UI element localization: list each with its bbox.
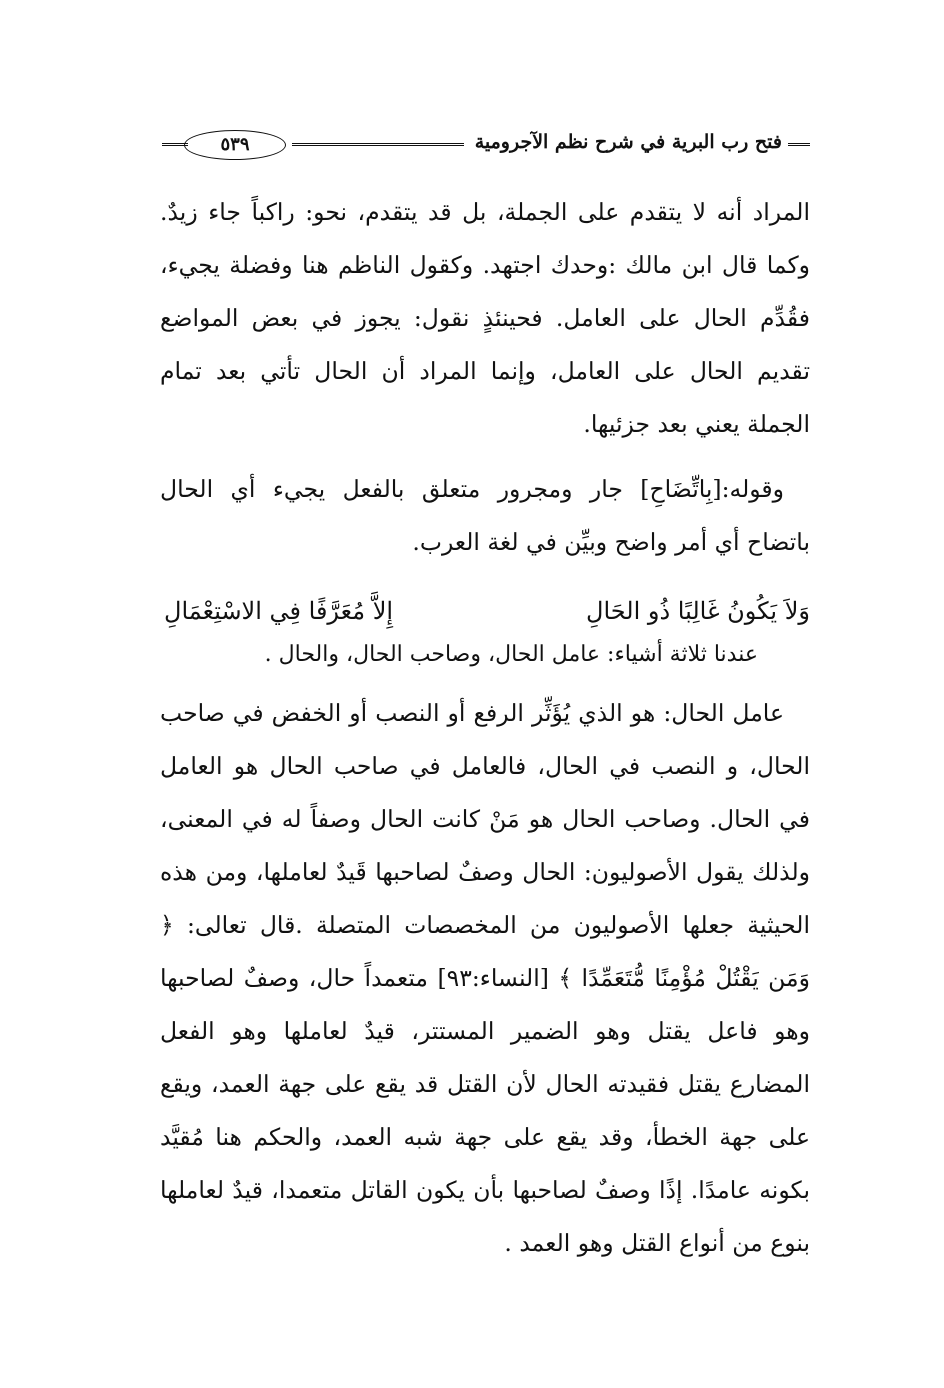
header-rule-middle — [292, 143, 464, 146]
verse-second-hemistich: إِلاَّ مُعَرَّفًا فِي الاسْتِعْمَالِ — [164, 597, 394, 625]
verse-first-hemistich: وَلاَ يَكُونُ غَالِبًا ذُو الحَالِ — [586, 597, 810, 625]
verse-explanation-line: عندنا ثلاثة أشياء: عامل الحال، وصاحب الحال، والحال . — [264, 642, 758, 667]
book-title: فتح رب البرية في شرح نظم الآجرومية — [474, 131, 782, 153]
header-rule-left — [162, 143, 188, 146]
paragraph-1: المراد أنه لا يتقدم على الجملة، بل قد يتقدم، نحو: راكباً جاء زيدٌ. وكما قال ابن مالك :وحدك اجتهد. وكقول الناظم هنا وفضلة يجيء، فقُدِّم الحال على العامل. فحينئذٍ نقول: يجوز في بعض المواضع تقديم الحال على العامل، وإنما المراد أن الحال تأتي بعد تمام الجملة يعني بعد جزئيها. — [160, 198, 810, 438]
paragraph-3: عامل الحال: هو الذي يُؤَثِّر الرفع أو النصب أو الخفض في صاحب الحال، و النصب في الحال، فالعامل في صاحب الحال هو العامل في الحال. وصاحب الحال هو مَنْ كانت الحال وصفاً له في المعنى، ولذلك يقول الأصوليون: الحال وصفٌ لصاحبها قَيدٌ لعاملها، ومن هذه الحيثية جعلها الأصوليون من المخصصات المتصلة .قال تعالى: ﴿ وَمَن يَقْتُلْ مُؤْمِنًا مُّتَعَمِّدًا ﴾ [النساء:٩٣] متعمداً حال، وصفٌ لصاحبها وهو فاعل يقتل وهو الضمير المستتر، قيدٌ لعاملها وهو الفعل المضارع يقتل فقيدته الحال لأن القتل قد يقع على جهة العمد، ويقع على جهة الخطأ، وقد يقع على جهة شبه العمد، والحكم هنا مُقيَّد بكونه عامدًا. إذًا وصفٌ لصاحبها بأن يكون القاتل متعمدا، قيدٌ لعاملها بنوع من أنواع القتل وهو العمد . — [160, 699, 810, 1257]
poem-verse — [160, 587, 810, 635]
page-body — [160, 186, 810, 1270]
running-header — [162, 128, 810, 162]
paragraph-2: وقوله:[بِاتِّضَاحِ] جار ومجرور متعلق بالفعل يجيء أي الحال باتضاح أي أمر واضح وبيِّن في لغة العرب. — [160, 475, 810, 556]
page-number: ٥٣٩ — [184, 130, 286, 160]
header-rule-right — [788, 143, 810, 146]
